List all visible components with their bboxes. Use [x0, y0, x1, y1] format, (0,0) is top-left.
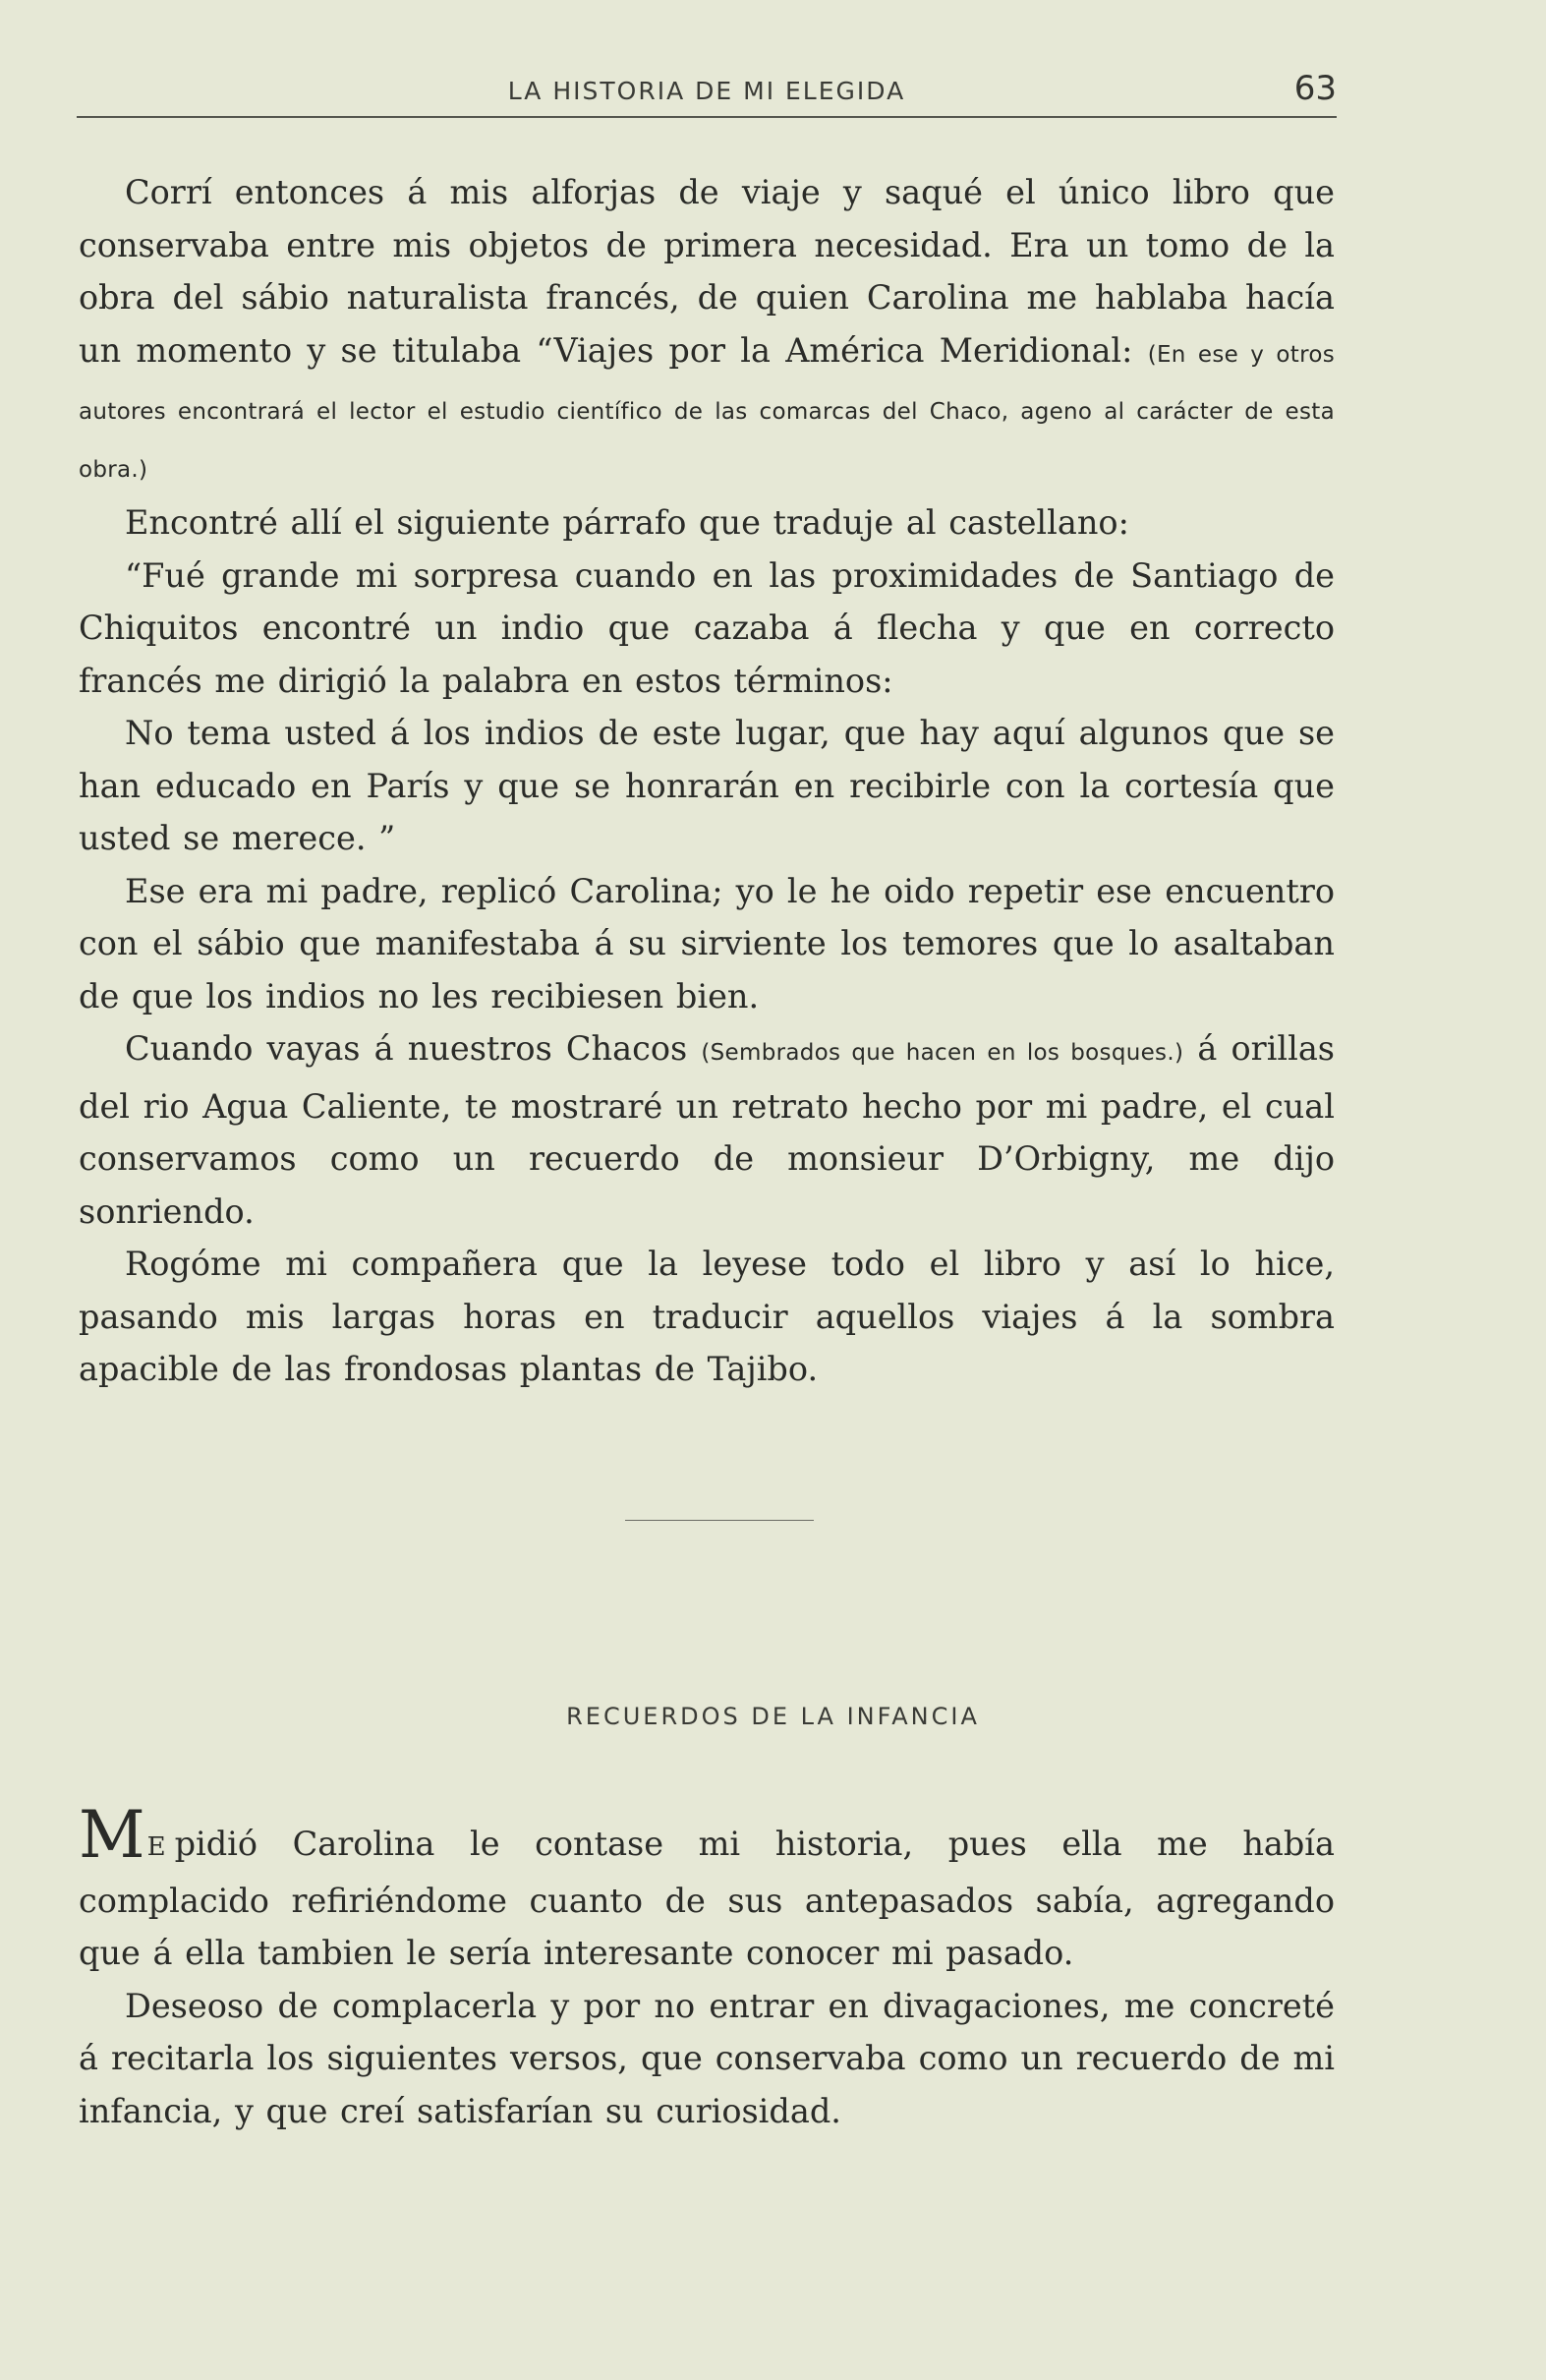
paragraph-text: pidió Carolina le contase mi historia, pues ella me había complacido refiriéndome cuanto de sus antepasados sabía, agregando que á ella tambien le sería interesante conocer mi pasado. [79, 1825, 1335, 1972]
footnote-inline: (Sembrados que hacen en los bosques.) [701, 1040, 1184, 1066]
paragraph [79, 1797, 1335, 1980]
paragraph-text: Corrí entonces á mis alforjas de viaje y saqué el único libro que conservaba entre mis objetos de primera necesidad. Era un tomo de la obra del sábio naturalista francés, de quien Carolina me hablaba hacía un momento y se titulaba “Viajes por la América Meridional: [79, 173, 1335, 370]
running-title: LA HISTORIA DE MI ELEGIDA [507, 77, 906, 105]
paragraph [79, 166, 1335, 496]
paragraph: Rogóme mi compañera que la leyese todo el libro y así lo hice, pasando mis largas horas en traducir aquellos viajes á la sombra apacible de las frondosas plantas de Tajibo. [79, 1245, 1335, 1388]
section-heading: RECUERDOS DE LA INFANCIA [566, 1703, 980, 1730]
section-divider [625, 1520, 814, 1521]
paragraph: Deseoso de complacerla y por no entrar en divagaciones, me concreté á recitarla los siguientes versos, que conservaba como un recuerdo de mi infancia, y que creí satisfarían su curiosidad. [79, 1986, 1335, 2130]
small-caps-lead: E [146, 1832, 167, 1862]
paragraph: Ese era mi padre, replicó Carolina; yo le he oido repetir ese encuentro con el sábio que manifestaba á su sirviente los temores que lo asaltaban de que los indios no les recibiesen bien. [79, 871, 1335, 1016]
paragraph: No tema usted á los indios de este lugar, que hay aquí algunos que se han educado en París y que se honrarán en recibirle con la cortesía que usted se merece. ” [79, 714, 1335, 857]
drop-cap: M [79, 1797, 145, 1873]
paragraph-text: á orillas del rio Agua Caliente, te mostraré un retrato hecho por mi padre, el cual conservamos como un recuerdo de monsieur D’Orbigny, me dijo sonriendo. [79, 1029, 1335, 1231]
page-number: 63 [1293, 69, 1337, 108]
paragraph-text: Cuando vayas á nuestros Chacos [125, 1029, 688, 1068]
main-text [79, 166, 1335, 1396]
section-text [79, 1797, 1335, 2137]
paragraph: Encontré allí el siguiente párrafo que traduje al castellano: [125, 503, 1129, 542]
paragraph: “Fué grande mi sorpresa cuando en las proximidades de Santiago de Chiquitos encontré un indio que cazaba á flecha y que en correcto francés me dirigió la palabra en estos términos: [79, 555, 1335, 700]
footnote-inline: (En ese y otros autores encontrará el lector el estudio científico de las comarcas del Chaco, ageno al carácter de esta obra.) [79, 341, 1335, 483]
paragraph [79, 1022, 1335, 1238]
running-header [77, 67, 1337, 118]
